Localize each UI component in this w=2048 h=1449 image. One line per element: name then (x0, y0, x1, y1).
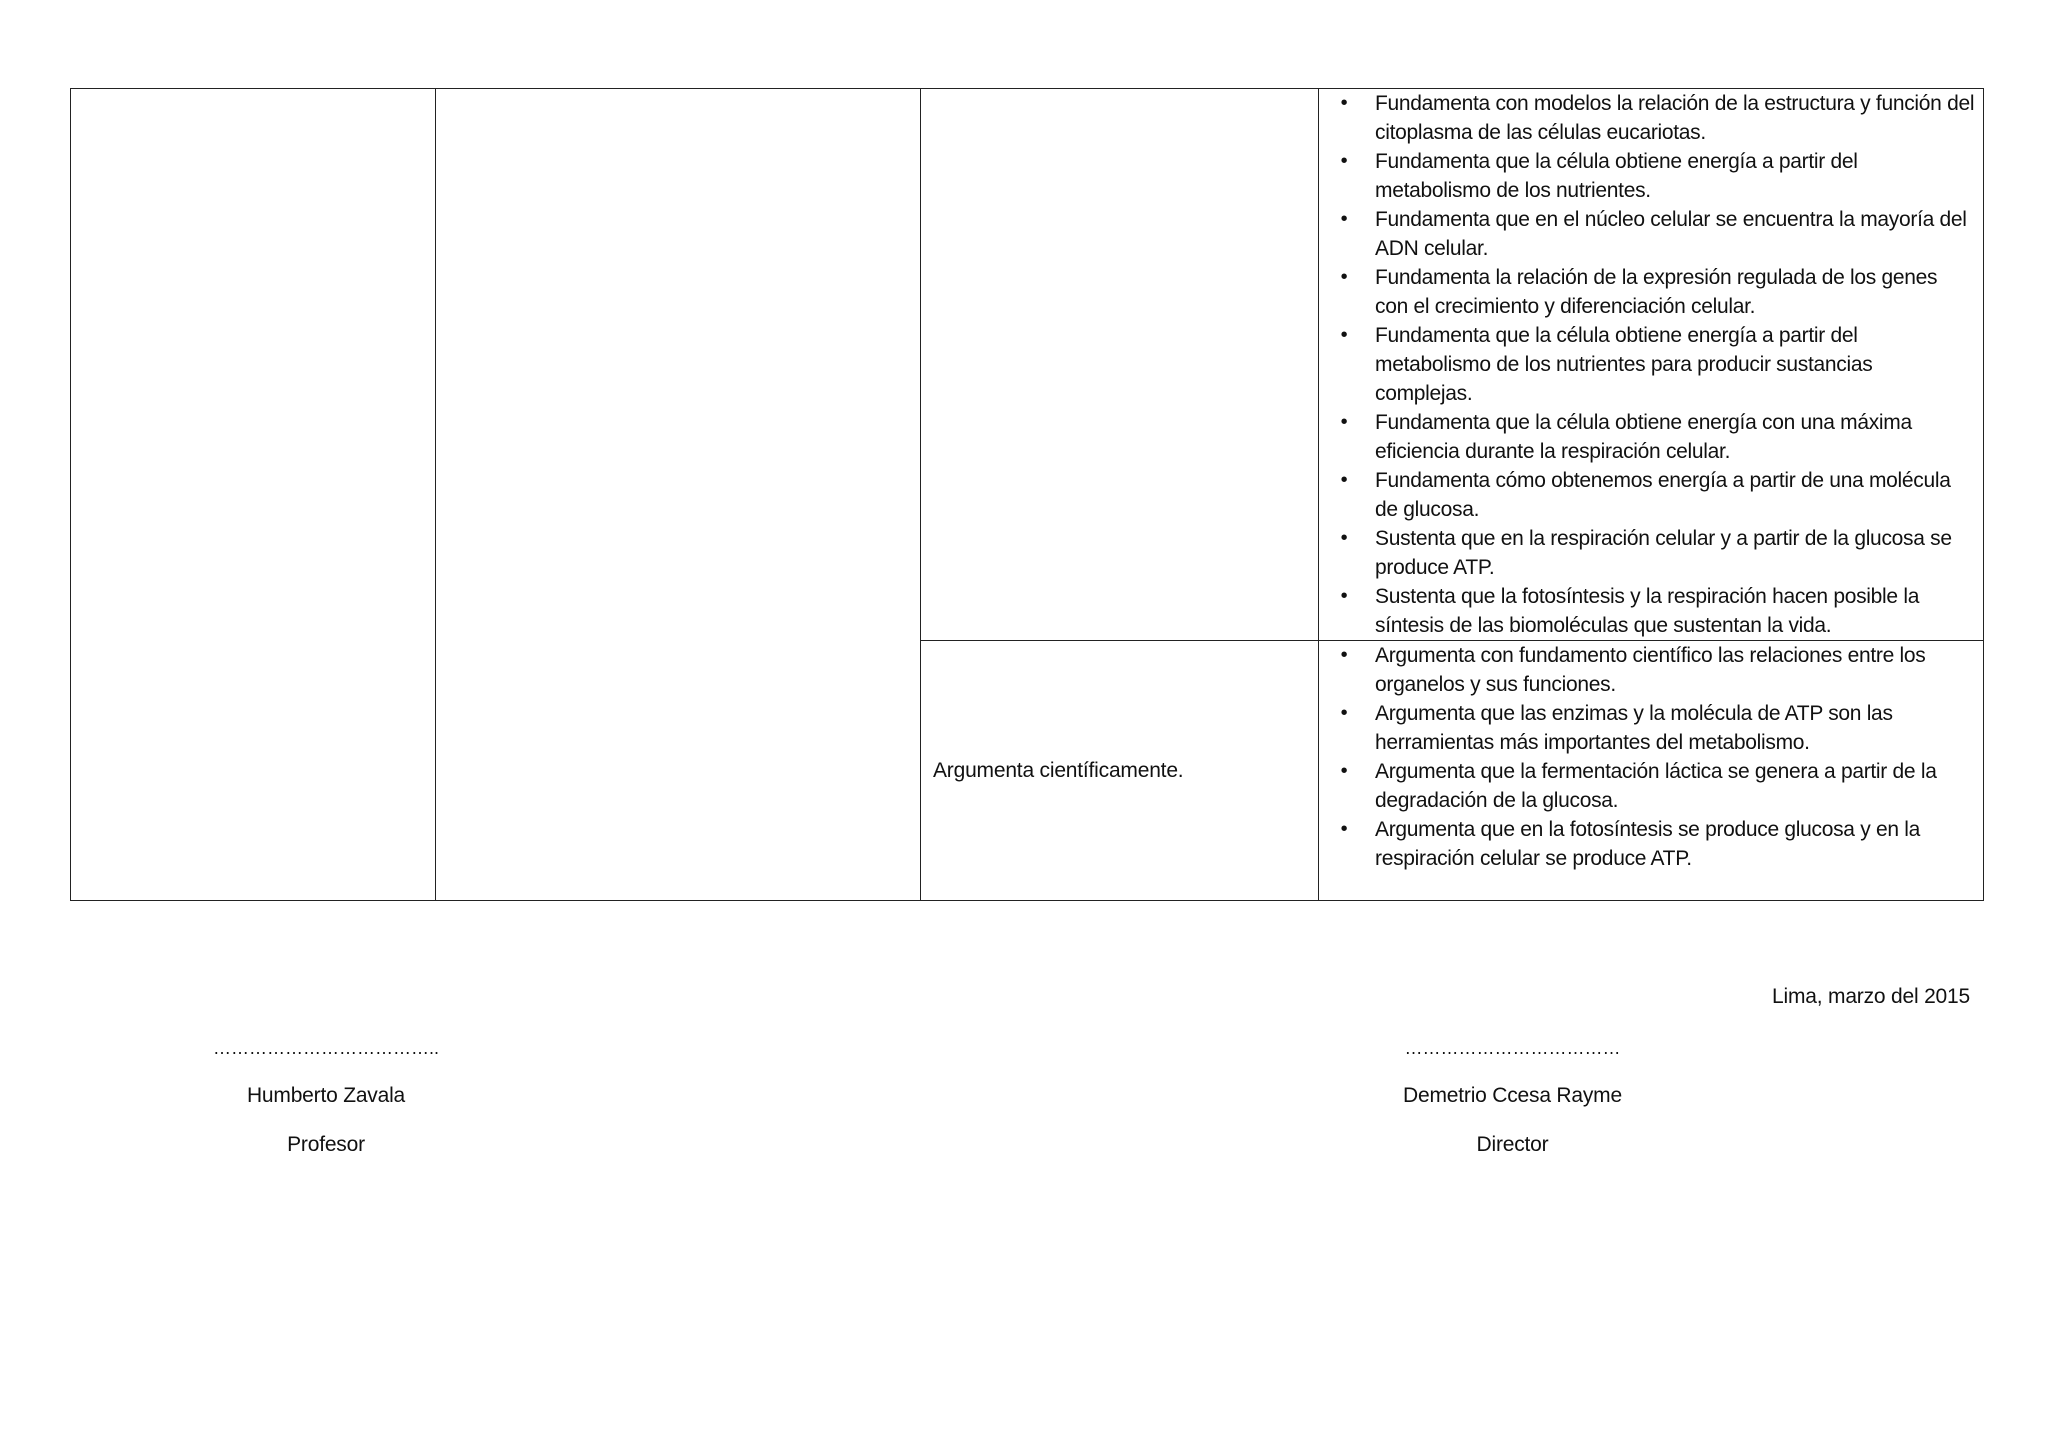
bullet-icon: • (1340, 644, 1348, 666)
list-item (1319, 147, 1975, 205)
indicator-text: Fundamenta la relación de la expresión regulada de los genes con el crecimiento y diferenciación celular. (1375, 266, 1938, 318)
table-row (71, 89, 1984, 641)
bullet-icon: • (1340, 150, 1348, 172)
empty-cell-col2 (436, 89, 921, 901)
signer-name: Demetrio Ccesa Rayme (1403, 1084, 1622, 1107)
list-item (1319, 408, 1975, 466)
indicators-cell (1319, 89, 1984, 641)
list-item (1319, 263, 1975, 321)
bullet-icon: • (1340, 702, 1348, 724)
signer-role: Profesor (287, 1133, 365, 1156)
list-item (1319, 524, 1975, 582)
signature-line: ……………………………… (1404, 1038, 1621, 1058)
bullet-icon: • (1340, 266, 1348, 288)
list-item (1319, 321, 1975, 408)
signer-name: Humberto Zavala (246, 1084, 406, 1107)
indicator-text: Fundamenta que la célula obtiene energía con una máxima eficiencia durante la respiración celular. (1375, 411, 1912, 463)
list-item (1319, 582, 1975, 640)
indicator-text: Fundamenta que en el núcleo celular se encuentra la mayoría del ADN celular. (1375, 208, 1967, 260)
indicator-text: Fundamenta que la célula obtiene energía a partir del metabolismo de los nutrientes para producir sustancias complejas. (1375, 324, 1873, 405)
indicators-cell (1319, 641, 1984, 901)
signature-block-director (1385, 1034, 1640, 1159)
indicator-text: Fundamenta cómo obtenemos energía a partir de una molécula de glucosa. (1375, 469, 1951, 521)
place-date: Lima, marzo del 2015 (1772, 985, 1970, 1008)
signature-block-teacher (196, 1034, 456, 1159)
list-item (1319, 699, 1975, 757)
indicator-text: Sustenta que en la respiración celular y a partir de la glucosa se produce ATP. (1375, 527, 1952, 579)
bullet-icon: • (1340, 760, 1348, 782)
indicator-text: Fundamenta con modelos la relación de la estructura y función del citoplasma de las células eucariotas. (1375, 92, 1975, 144)
empty-cell-col1 (71, 89, 436, 901)
list-item (1319, 205, 1975, 263)
list-item (1319, 757, 1975, 815)
bullet-icon: • (1340, 585, 1348, 607)
bullet-icon: • (1340, 469, 1348, 491)
bullet-icon: • (1340, 324, 1348, 346)
list-item (1319, 89, 1975, 147)
competency-table (70, 88, 1984, 901)
capacity-text: Argumenta científicamente. (933, 759, 1184, 782)
bullet-icon: • (1340, 208, 1348, 230)
bullet-icon: • (1340, 411, 1348, 433)
indicator-text: Argumenta que la fermentación láctica se genera a partir de la degradación de la glucosa. (1375, 760, 1937, 812)
bullet-icon: • (1340, 527, 1348, 549)
bullet-icon: • (1340, 92, 1348, 114)
list-item (1319, 641, 1975, 699)
capacity-cell (921, 89, 1319, 641)
indicator-list (1319, 89, 1983, 640)
list-item (1319, 815, 1975, 873)
signature-line: ……………………………….. (212, 1038, 439, 1058)
indicator-text: Argumenta con fundamento científico las relaciones entre los organelos y sus funciones. (1375, 644, 1926, 696)
indicator-text: Argumenta que las enzimas y la molécula de ATP son las herramientas más importantes del metabolismo. (1375, 702, 1893, 754)
bullet-icon: • (1340, 818, 1348, 840)
signer-role: Director (1476, 1133, 1549, 1156)
list-item (1319, 466, 1975, 524)
indicator-text: Fundamenta que la célula obtiene energía a partir del metabolismo de los nutrientes. (1375, 150, 1858, 202)
indicator-text: Sustenta que la fotosíntesis y la respiración hacen posible la síntesis de las biomoléculas que sustentan la vida. (1375, 585, 1920, 637)
indicator-text: Argumenta que en la fotosíntesis se produce glucosa y en la respiración celular se produce ATP. (1375, 818, 1920, 870)
indicator-list (1319, 641, 1983, 873)
capacity-cell (921, 641, 1319, 901)
